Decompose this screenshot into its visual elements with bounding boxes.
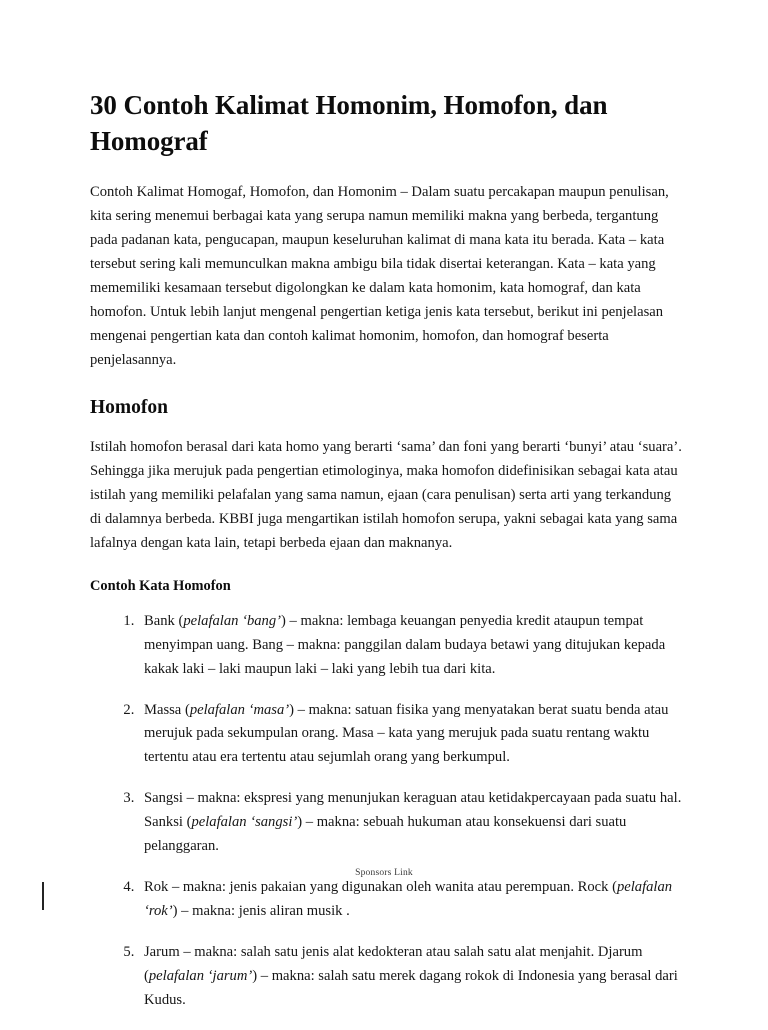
list-item-rest: ) – makna: sebuah hukuman atau konsekuensi dari suatu pelanggaran. xyxy=(144,814,627,855)
list-item-rest: ) – makna: lembaga keuangan penyedia kredit ataupun tempat menyimpan uang. Bang – makna: panggilan dalam budaya betawi yang ditujukan kepada kakak laki – laki maupun laki – laki yang lebih tua dari kita. xyxy=(144,612,666,677)
list-item-rest: ) – makna: salah satu merek dagang rokok di Indonesia yang berasal dari Kudus. xyxy=(144,967,678,1008)
list-item xyxy=(138,876,686,924)
sub-heading-contoh-kata-homofon: Contoh Kata Homofon xyxy=(90,577,231,594)
list-item xyxy=(138,941,686,1013)
list-item-rest: ) – makna: satuan fisika yang menyatakan berat suatu benda atau merujuk pada sekumpulan orang. Masa – kata yang merujuk pada suatu rentang waktu tertentu atau era tertentu atau sejumlah orang yang berkumpul. xyxy=(144,701,669,766)
list-item xyxy=(138,699,686,771)
list-item-lead: Massa ( xyxy=(144,701,190,718)
list-item-lead: Bank ( xyxy=(144,612,184,629)
list-item-pronunciation: pelafalan ‘jarum’ xyxy=(148,967,253,984)
homofon-definition-paragraph: Istilah homofon berasal dari kata homo yang berarti ‘sama’ dan foni yang berarti ‘bunyi’ atau ‘suara’. Sehingga jika merujuk pada pengertian etimologinya, maka homofon didefinisikan sebagai kata atau istilah yang memiliki pelafalan yang sama namun, ejaan (cara penulisan) serta arti yang terkandung di dalamnya berbeda. KBBI juga mengartikan istilah homofon serupa, yakni sebagai kata yang sama lafalnya dengan kata lain, tetapi berbeda ejaan dan maknanya. xyxy=(90,438,682,551)
example-list xyxy=(90,610,686,1013)
list-item-lead: Sangsi – makna: ekspresi yang menunjukan keraguan atau ketidakpercayaan pada suatu hal. Sanksi ( xyxy=(144,790,682,831)
text-cursor-caret xyxy=(42,882,44,910)
list-item-lead: Rok – makna: jenis pakaian yang digunakan oleh wanita atau perempuan. Rock ( xyxy=(144,879,617,896)
document-content xyxy=(90,88,686,1030)
list-item xyxy=(138,787,686,859)
intro-paragraph: Contoh Kalimat Homogaf, Homofon, dan Homonim – Dalam suatu percakapan maupun penulisan, kita sering menemui berbagai kata yang serupa namun memiliki makna yang berbeda, tergantung pada padanan kata, pengucapan, maupun keseluruhan kalimat di mana kata itu berada. Kata – kata tersebut sering kali memunculkan makna ambigu bila tidak disertai keterangan. Kata – kata yang mememiliki kesamaan tersebut digolongkan ke dalam kata homonim, kata homograf, dan kata homofon. Untuk lebih lanjut mengenal pengertian ketiga jenis kata tersebut, berikut ini penjelasan mengenai pengertian kata dan contoh kalimat homonim, homofon, dan homograf beserta penjelasannya. xyxy=(90,184,669,368)
list-item-pronunciation: pelafalan ‘rok’ xyxy=(144,879,673,919)
section-heading-homofon: Homofon xyxy=(90,396,168,418)
sponsors-link-label: Sponsors Link xyxy=(355,868,413,878)
list-item xyxy=(138,610,686,682)
list-item-pronunciation: pelafalan ‘bang’ xyxy=(183,612,282,629)
list-item-pronunciation: pelafalan ‘masa’ xyxy=(189,701,290,718)
list-item-rest: ) – makna: jenis aliran musik . xyxy=(172,902,350,919)
list-item-pronunciation: pelafalan ‘sangsi’ xyxy=(191,814,298,831)
list-item-lead: Jarum – makna: salah satu jenis alat kedokteran atau salah satu alat menjahit. Djarum ( xyxy=(144,943,643,984)
page-title: 30 Contoh Kalimat Homonim, Homofon, dan Homograf xyxy=(90,90,608,156)
